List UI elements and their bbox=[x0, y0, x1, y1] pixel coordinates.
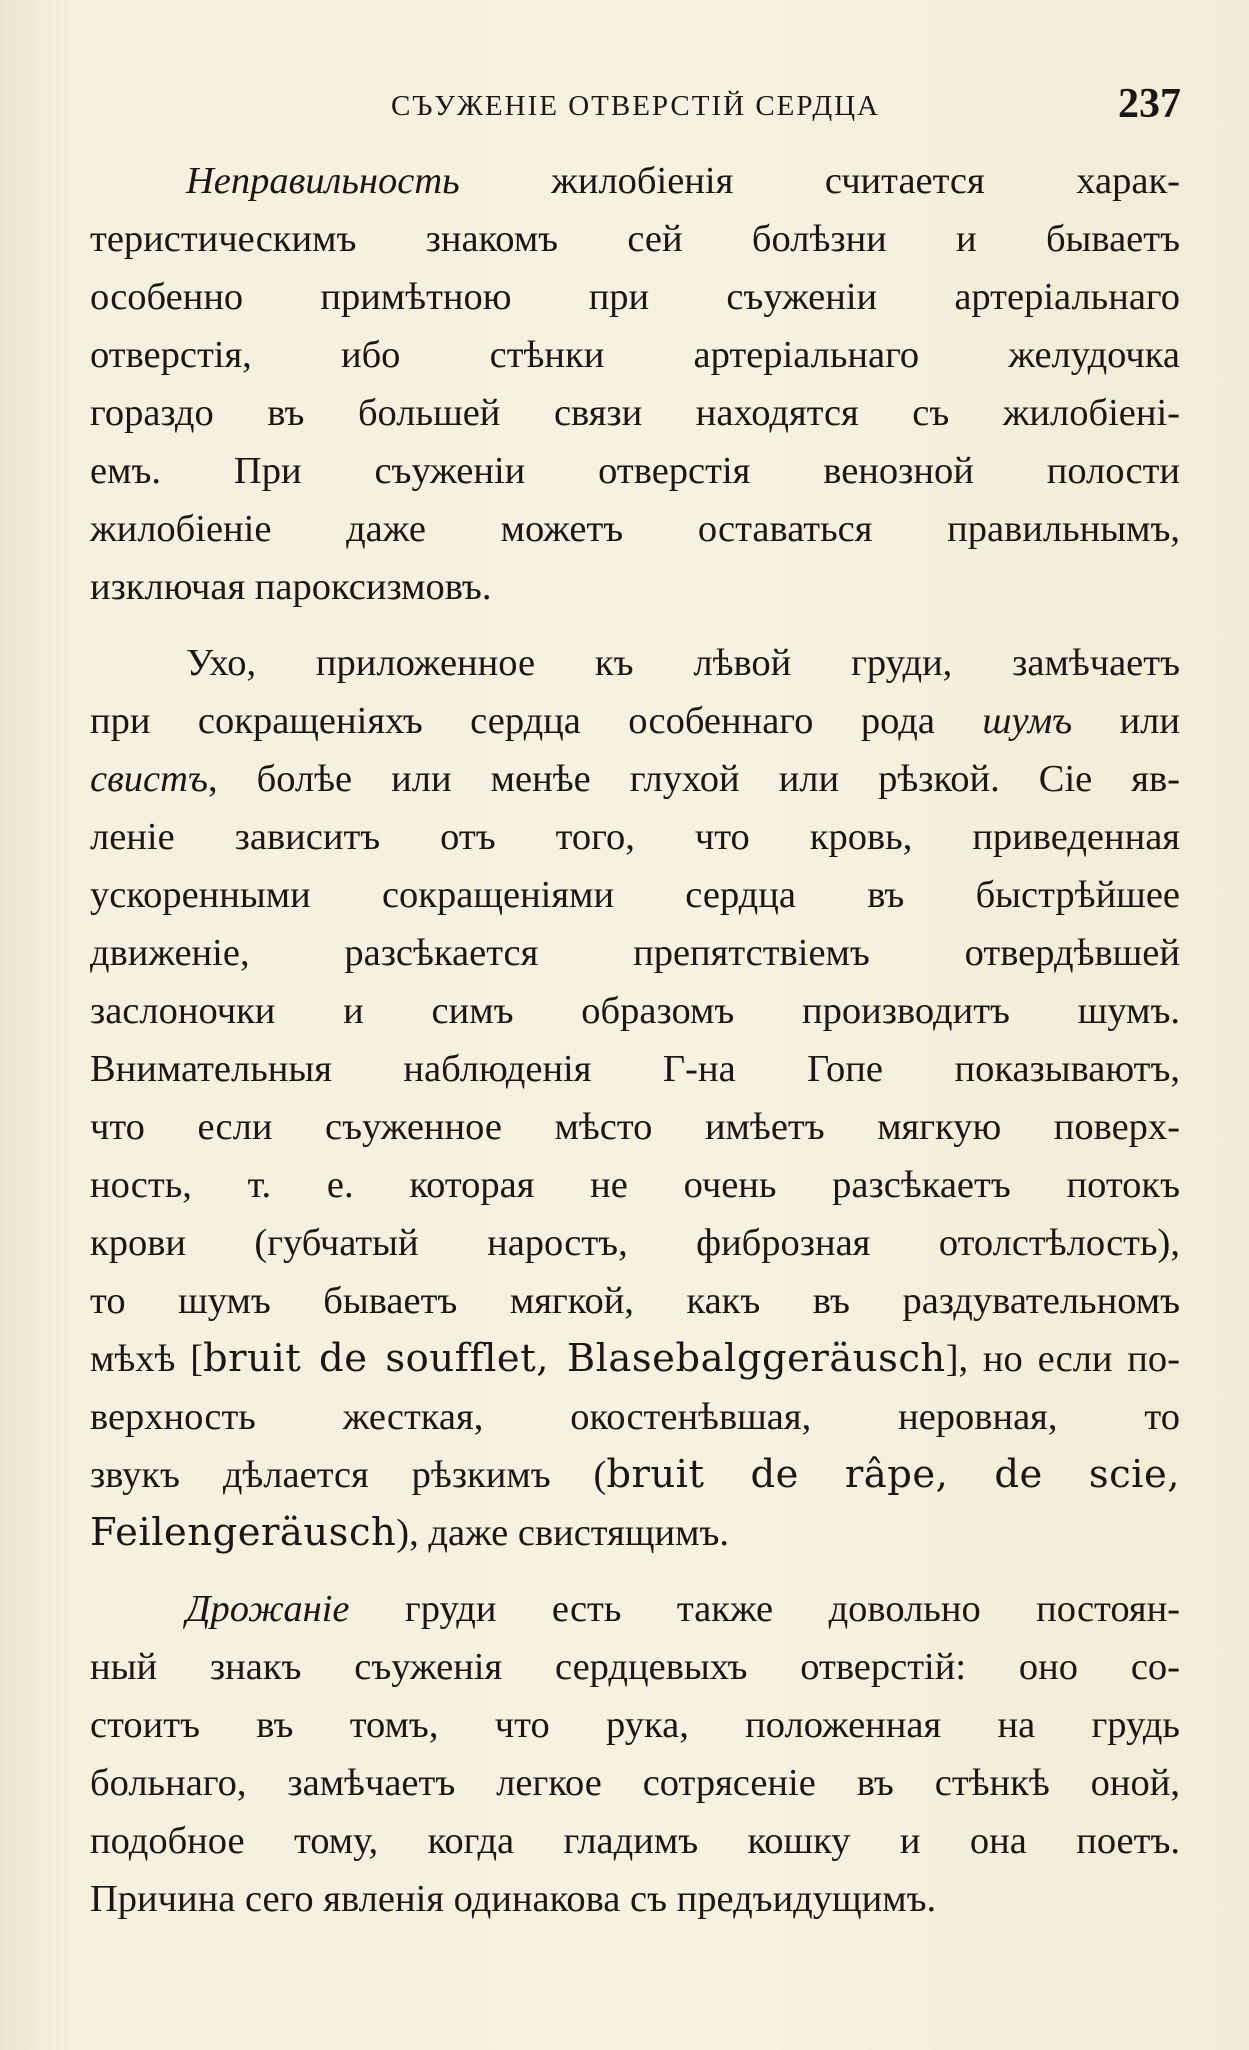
text-run: крови (губчатый наростъ, фиброзная отолстѣлость), bbox=[90, 1222, 1180, 1264]
text-run: отверстія, ибо стѣнки артеріальнаго желудочка bbox=[90, 334, 1180, 376]
text-line bbox=[90, 866, 1180, 924]
italic-term: Дрожаніе bbox=[186, 1588, 350, 1630]
italic-term: свистъ bbox=[90, 758, 208, 800]
text-line bbox=[90, 1446, 1180, 1504]
text-run: что если съуженное мѣсто имѣетъ мягкую поверх- bbox=[90, 1106, 1180, 1148]
text-run: леніе зависитъ отъ того, что кровь, приведенная bbox=[90, 816, 1180, 858]
text-run: теристическимъ знакомъ сей болѣзни и бываетъ bbox=[90, 218, 1180, 260]
paragraph bbox=[90, 152, 1180, 616]
text-line bbox=[90, 152, 1180, 210]
text-run: , болѣе или менѣе глухой или рѣзкой. Сіе яв- bbox=[207, 758, 1180, 800]
text-line bbox=[90, 1754, 1180, 1812]
text-run: звукъ дѣлается рѣзкимъ ( bbox=[90, 1454, 607, 1496]
text-run: больнаго, замѣчаетъ легкое сотрясеніе въ стѣнкѣ оной, bbox=[90, 1762, 1180, 1804]
text-run: то шумъ бываетъ мягкой, какъ въ раздувательномъ bbox=[90, 1280, 1180, 1322]
text-line bbox=[90, 1156, 1180, 1214]
text-line bbox=[90, 1870, 1180, 1928]
paragraph bbox=[90, 634, 1180, 1562]
text-line bbox=[90, 326, 1180, 384]
text-line bbox=[90, 1696, 1180, 1754]
italic-term: Неправильность bbox=[186, 160, 460, 202]
text-line bbox=[90, 210, 1180, 268]
text-run: емъ. При съуженіи отверстія венозной полости bbox=[90, 450, 1180, 492]
text-line bbox=[90, 1580, 1180, 1638]
text-run: заслоночки и симъ образомъ производитъ шумъ. bbox=[90, 990, 1180, 1032]
text-line bbox=[90, 1638, 1180, 1696]
text-line bbox=[90, 1040, 1180, 1098]
text-run: ), даже свистящимъ. bbox=[396, 1512, 729, 1554]
text-line bbox=[90, 1214, 1180, 1272]
text-line bbox=[90, 1330, 1180, 1388]
text-run: жилобіеніе даже можетъ оставаться правильнымъ, bbox=[90, 508, 1180, 550]
running-head bbox=[90, 78, 1181, 138]
text-line bbox=[90, 384, 1180, 442]
text-run: жилобіенія считается харак- bbox=[459, 160, 1180, 202]
text-run: Причина сего явленія одинакова съ предъидущимъ. bbox=[90, 1878, 937, 1920]
text-run: при сокращеніяхъ сердца особеннаго рода bbox=[90, 700, 983, 742]
text-run: гораздо въ большей связи находятся съ жилобіені- bbox=[90, 392, 1180, 434]
text-run: мѣхѣ [ bbox=[90, 1338, 204, 1380]
text-line bbox=[90, 500, 1180, 558]
text-line bbox=[90, 442, 1180, 500]
text-run: ускоренными сокращеніями сердца въ быстрѣйшее bbox=[90, 874, 1180, 916]
text-run: изключая пароксизмовъ. bbox=[90, 566, 492, 608]
paragraph bbox=[90, 1580, 1180, 1928]
text-line bbox=[90, 692, 1180, 750]
text-run: особенно примѣтною при съуженіи артеріальнаго bbox=[90, 276, 1180, 318]
text-run: движеніе, разсѣкается препятствіемъ отвердѣвшей bbox=[90, 932, 1180, 974]
text-line bbox=[90, 1812, 1180, 1870]
text-run: груди есть также довольно постоян- bbox=[349, 1588, 1180, 1630]
text-run: подобное тому, когда гладимъ кошку и она поетъ. bbox=[90, 1820, 1180, 1862]
text-line bbox=[90, 750, 1180, 808]
text-line bbox=[90, 268, 1180, 326]
text-line bbox=[90, 1272, 1180, 1330]
body-text bbox=[90, 152, 1180, 1946]
text-line bbox=[90, 808, 1180, 866]
foreign-term: Feilengeräusch bbox=[90, 1510, 397, 1555]
running-title: СЪУЖЕНІЕ ОТВЕРСТІЙ СЕРДЦА bbox=[390, 90, 880, 122]
text-line bbox=[90, 634, 1180, 692]
text-run: или bbox=[1072, 700, 1180, 742]
text-run: стоитъ въ томъ, что рука, положенная на грудь bbox=[90, 1704, 1180, 1746]
text-run: ность, т. е. которая не очень разсѣкаетъ потокъ bbox=[90, 1164, 1180, 1206]
foreign-term: bruit de soufflet, Blasebalggeräusch bbox=[203, 1336, 946, 1381]
foreign-term: bruit de râpe, de scie, bbox=[606, 1452, 1180, 1497]
text-run: верхность жесткая, окостенѣвшая, неровная, то bbox=[90, 1396, 1180, 1438]
text-line bbox=[90, 558, 1180, 616]
text-run: Внимательныя наблюденія Г-на Гопе показываютъ, bbox=[90, 1048, 1180, 1090]
text-line bbox=[90, 982, 1180, 1040]
text-line bbox=[90, 1388, 1180, 1446]
text-run: ный знакъ съуженія сердцевыхъ отверстій: оно со- bbox=[90, 1646, 1180, 1688]
page-number: 237 bbox=[1118, 81, 1181, 127]
text-run: Ухо, приложенное къ лѣвой груди, замѣчаетъ bbox=[186, 642, 1180, 684]
text-run: ], но если по- bbox=[945, 1338, 1180, 1380]
text-line bbox=[90, 924, 1180, 982]
text-line bbox=[90, 1504, 1180, 1562]
italic-term: шумъ bbox=[982, 700, 1073, 742]
text-line bbox=[90, 1098, 1180, 1156]
